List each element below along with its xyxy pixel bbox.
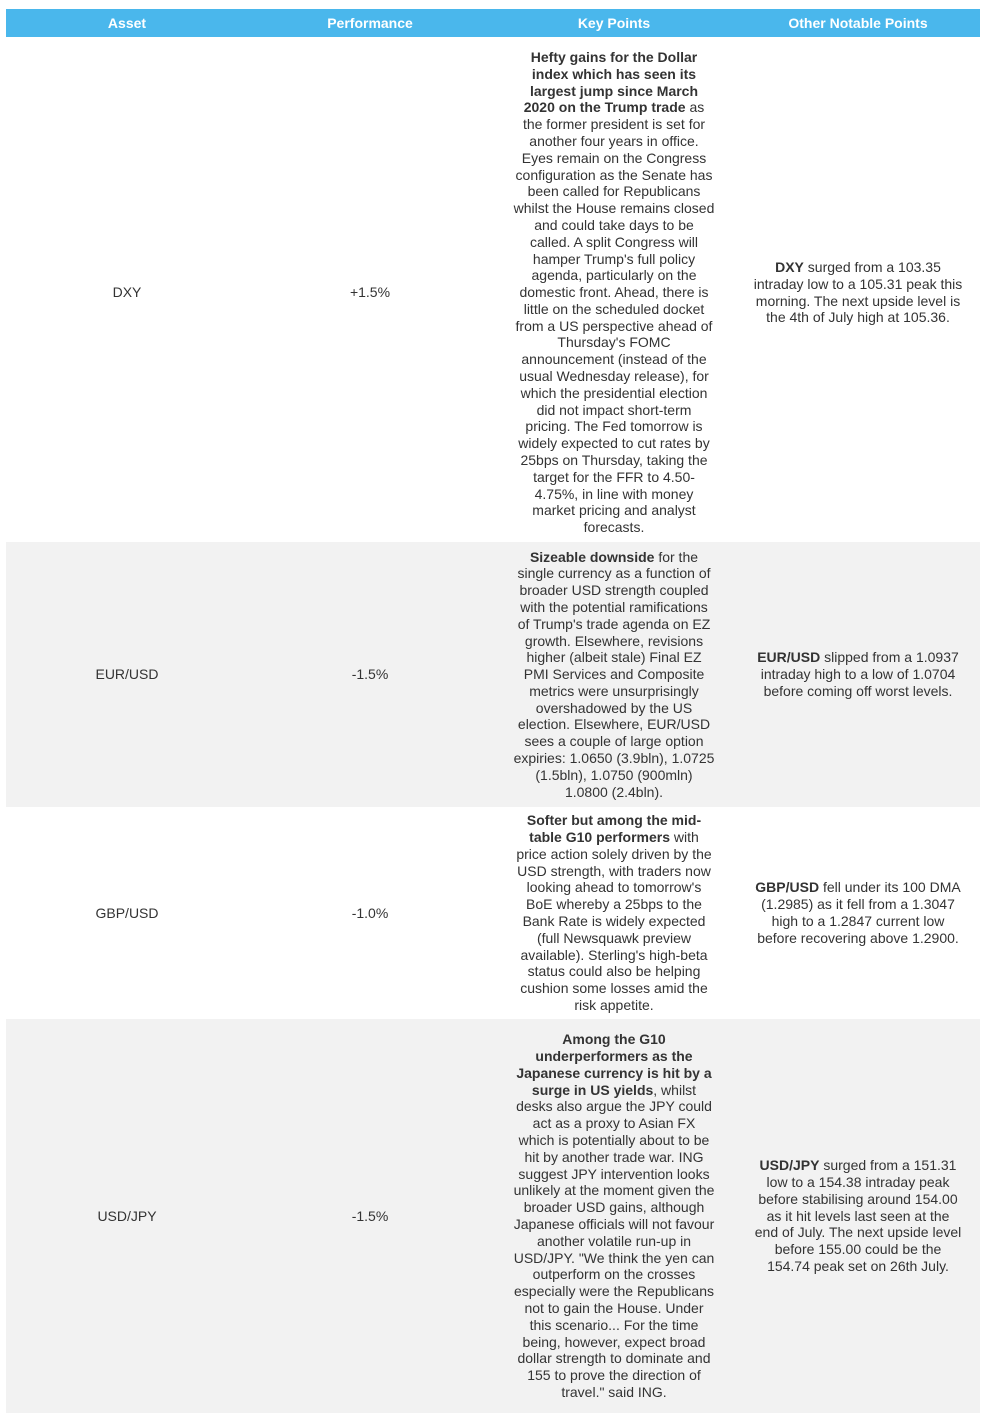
header-asset: Asset — [107, 15, 147, 31]
notes-highlight: EUR/USD — [757, 649, 821, 666]
header-key-points: Key Points — [577, 15, 651, 31]
key-points-highlight: Among the G10 underperformers as the Japanese currency is hit by a surge in US yields — [516, 1031, 712, 1098]
key-points-highlight: Hefty gains for the Dollar index which has seen its largest jump since March 2020 on the Trump trade — [523, 48, 699, 116]
key-points-highlight: Sizeable downside — [529, 548, 655, 565]
key-points-cell — [492, 807, 736, 1019]
performance-cell: -1.5% — [351, 666, 389, 683]
performance-cell: -1.5% — [351, 1207, 389, 1224]
notes-text: fell under its 100 DMA (1.2985) as it fell from a 1.3047 high to a 1.2847 current low before recovering above 1.2900. — [757, 879, 961, 946]
notes-highlight: GBP/USD — [755, 879, 820, 896]
key-points-text: , whilst desks also argue the JPY could act as a proxy to Asian FX which is potentially about to be hit by another trade war. ING suggest JPY intervention looks unlikely at the moment given the broader USD gains, although Japanese officials will not favour another volatile run-up in USD/JPY. "We think the yen can outperform on the crosses especially were the Republicans not to gain the House. Under this scenario... For the time being, however, expect broad dollar strength to dominate and 155 to prove the direction of travel." said ING. — [513, 1081, 715, 1400]
key-points-cell — [492, 43, 736, 542]
asset-cell: DXY — [112, 284, 142, 301]
fx-performance-table — [6, 9, 980, 1413]
notes-cell — [736, 1019, 980, 1413]
header-other-notable-points: Other Notable Points — [788, 15, 928, 31]
table-row — [6, 37, 980, 542]
performance-cell: +1.5% — [349, 284, 391, 301]
notes-highlight: DXY — [775, 258, 804, 275]
performance-cell: -1.0% — [351, 904, 389, 921]
asset-cell: GBP/USD — [95, 904, 159, 921]
key-points-text: for the single currency as a function of broader USD strength coupled with the potential ramifications of Trump's trade agenda on EZ growth. Elsewhere, revisions higher (albeit stale) Final EZ PMI Services and Composite metrics were unsurprisingly overshadowed by the US election. Elsewhere, EUR/USD sees a couple of large option expiries: 1.0650 (3.9bln), 1.0725 (1.5bln), 1.0750 (900mln) 1.0800 (2.4bln). — [513, 548, 715, 800]
header-performance: Performance — [327, 15, 413, 31]
table-row — [6, 1019, 980, 1413]
key-points-text: as the former president is set for another four years in office. Eyes remain on the Congress configuration as the Senate has been called for Republicans whilst the House remains closed and could take days to be called. A split Congress will hamper Trump's full policy agenda, particularly on the domestic front. Ahead, there is little on the scheduled docket from a US perspective ahead of Thursday's FOMC announcement (instead of the usual Wednesday release), for which the presidential election did not impact short-term pricing. The Fed tomorrow is widely expected to cut rates by 25bps on Thursday, taking the target for the FFR to 4.50-4.75%, in line with money market pricing and analyst forecasts. — [513, 99, 715, 536]
key-points-cell — [492, 1019, 736, 1413]
notes-text: slipped from a 1.0937 intraday high to a low of 1.0704 before coming off worst levels. — [760, 649, 959, 699]
asset-cell: USD/JPY — [97, 1207, 157, 1224]
notes-cell — [736, 807, 980, 1019]
table-row — [6, 807, 980, 1019]
notes-cell — [736, 43, 980, 542]
key-points-highlight: Softer but among the mid-table G10 performers — [526, 812, 702, 846]
asset-cell: EUR/USD — [95, 666, 159, 683]
notes-highlight: USD/JPY — [759, 1157, 820, 1174]
table-header — [6, 9, 980, 37]
notes-cell — [736, 542, 980, 807]
notes-text: surged from a 103.35 intraday low to a 105.31 peak this morning. The next upside level is the 4th of July high at 105.36. — [753, 258, 963, 326]
key-points-cell — [492, 542, 736, 807]
key-points-text: with price action solely driven by the USD strength, with traders now looking ahead to tomorrow's BoE whereby a 25bps to the Bank Rate is widely expected (full Newsquawk preview available). Sterling's high-beta status could also be helping cushion some losses amid the risk appetite. — [516, 829, 712, 1013]
table-row — [6, 542, 980, 807]
notes-text: surged from a 151.31 low to a 154.38 intraday peak before stabilising around 154.00 as it hit levels last seen at the end of July. The next upside level before 155.00 could be the 154.74 peak set on 26th July. — [754, 1157, 962, 1274]
